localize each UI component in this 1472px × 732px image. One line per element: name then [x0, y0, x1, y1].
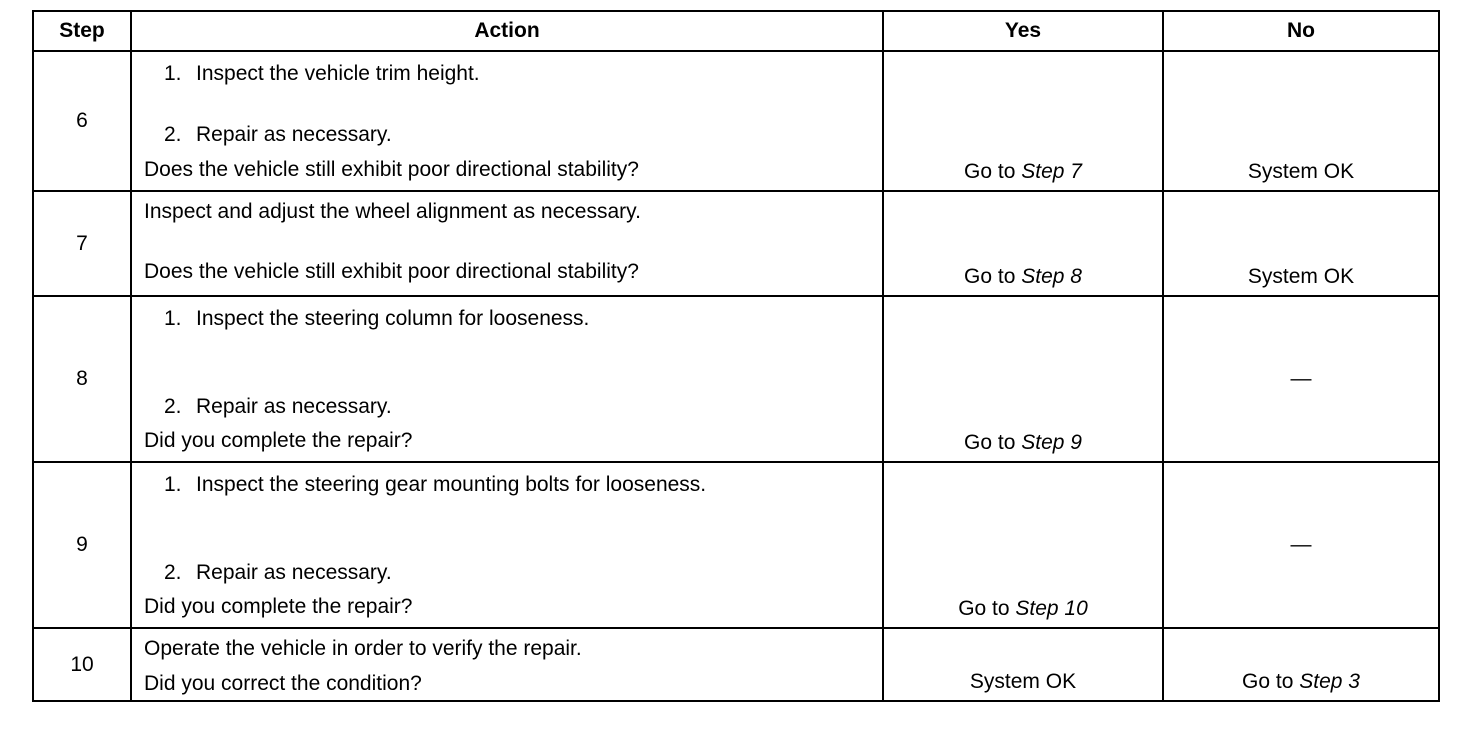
no-result: [1164, 670, 1438, 700]
action-cell: [131, 51, 883, 191]
action-item: [164, 307, 589, 331]
yes-result: [884, 597, 1162, 627]
result-text: System OK: [1247, 160, 1355, 183]
no-cell: [1163, 51, 1439, 191]
table-row: [33, 51, 1439, 191]
table-row: [33, 462, 1439, 628]
yes-cell: [883, 191, 1163, 296]
action-cell: [131, 296, 883, 462]
step-reference: Step 8: [1021, 265, 1082, 288]
diagnostic-table: [32, 10, 1440, 702]
step-number: 9: [33, 462, 131, 628]
item-number: 2.: [164, 395, 182, 418]
action-item: [164, 473, 706, 497]
no-cell: [1163, 296, 1439, 462]
table-row: [33, 628, 1439, 701]
question-text: Does the vehicle still exhibit poor directional stability?: [144, 260, 639, 283]
action-cell: [131, 191, 883, 296]
instruction-text: Inspect and adjust the wheel alignment as necessary.: [144, 200, 641, 223]
item-text: Inspect the steering column for looseness.: [196, 307, 590, 330]
header-yes: Yes: [883, 11, 1163, 51]
no-result: —: [1290, 367, 1312, 390]
yes-cell: [883, 462, 1163, 628]
yes-result: [884, 431, 1162, 461]
no-cell: [1163, 628, 1439, 701]
yes-cell: [883, 51, 1163, 191]
action-item: [164, 561, 392, 585]
item-text: Repair as necessary.: [196, 395, 392, 418]
step-reference: Step 9: [1021, 431, 1082, 454]
step-reference: Step 7: [1021, 160, 1082, 183]
table-row: [33, 296, 1439, 462]
question-text: Did you complete the repair?: [144, 429, 413, 452]
no-result: [1164, 160, 1438, 190]
item-number: 2.: [164, 123, 182, 146]
question-text: Did you complete the repair?: [144, 595, 413, 618]
result-text: System OK: [969, 670, 1077, 693]
result-text: Go to: [958, 597, 1016, 620]
step-number: 7: [33, 191, 131, 296]
step-reference: Step 3: [1299, 670, 1360, 693]
item-text: Inspect the steering gear mounting bolts for looseness.: [196, 473, 707, 496]
item-number: 1.: [164, 473, 182, 496]
no-result: [1164, 265, 1438, 295]
yes-cell: [883, 628, 1163, 701]
header-action: Action: [131, 11, 883, 51]
header-step: Step: [33, 11, 131, 51]
result-text: Go to: [964, 265, 1022, 288]
item-text: Repair as necessary.: [196, 561, 392, 584]
step-reference: Step 10: [1015, 597, 1088, 620]
yes-result: [884, 265, 1162, 295]
action-cell: [131, 628, 883, 701]
action-item: [164, 123, 392, 147]
question-text: Does the vehicle still exhibit poor directional stability?: [144, 158, 639, 181]
item-number: 1.: [164, 307, 182, 330]
no-result: —: [1290, 533, 1312, 556]
question-text: Did you correct the condition?: [144, 672, 422, 695]
action-item: [164, 395, 392, 419]
yes-cell: [883, 296, 1163, 462]
step-number: 8: [33, 296, 131, 462]
no-cell: [1163, 191, 1439, 296]
result-text: System OK: [1247, 265, 1355, 288]
item-text: Inspect the vehicle trim height.: [196, 62, 480, 85]
instruction-text: Operate the vehicle in order to verify the repair.: [144, 637, 582, 660]
yes-result: [884, 160, 1162, 190]
action-cell: [131, 462, 883, 628]
header-no: No: [1163, 11, 1439, 51]
result-text: Go to: [964, 431, 1022, 454]
table-row: [33, 191, 1439, 296]
item-number: 1.: [164, 62, 182, 85]
header-row: [33, 11, 1439, 51]
step-number: 10: [33, 628, 131, 701]
step-number: 6: [33, 51, 131, 191]
item-text: Repair as necessary.: [196, 123, 392, 146]
item-number: 2.: [164, 561, 182, 584]
no-cell: [1163, 462, 1439, 628]
action-item: [164, 62, 480, 86]
result-text: Go to: [1242, 670, 1300, 693]
yes-result: [884, 670, 1162, 700]
result-text: Go to: [964, 160, 1022, 183]
